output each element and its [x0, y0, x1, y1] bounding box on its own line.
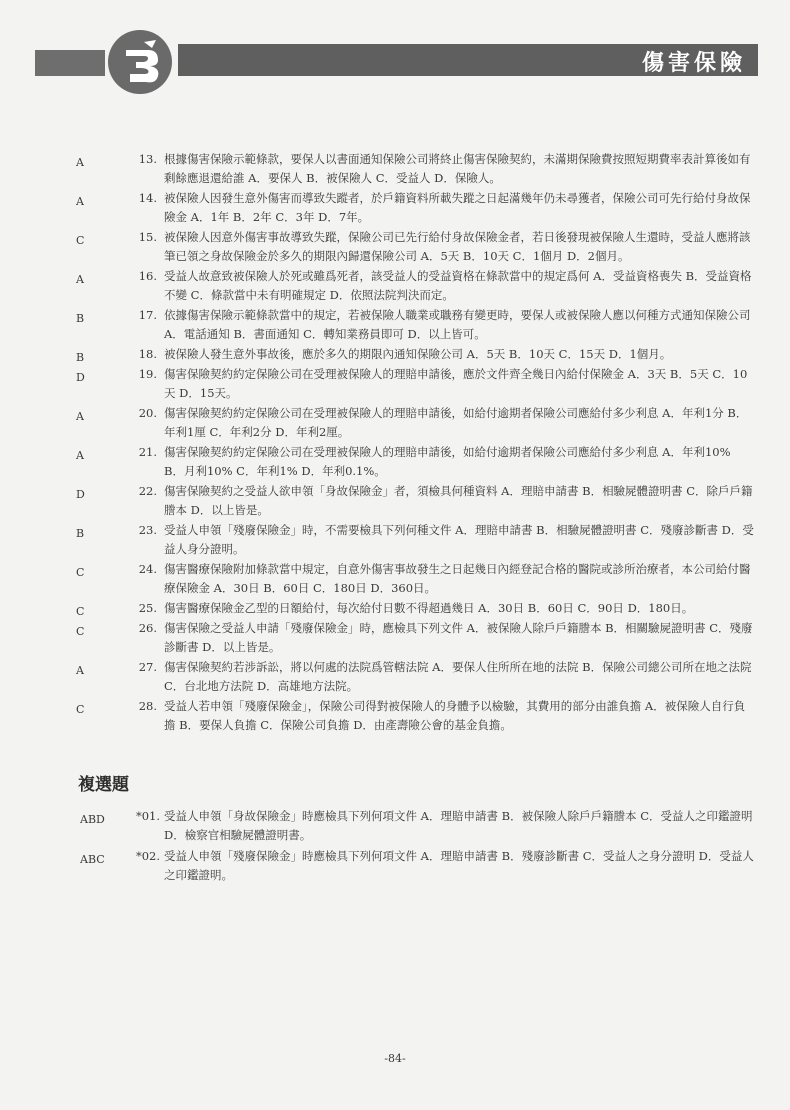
question-item: [0, 443, 790, 481]
answer-key: A: [76, 195, 84, 208]
answer-key: B: [76, 527, 85, 540]
question-number: 14.: [138, 191, 157, 205]
question-number: 20.: [138, 406, 157, 420]
question-number: 23.: [138, 523, 157, 537]
question-number: 24.: [138, 562, 157, 576]
question-list: [0, 150, 790, 736]
logo-icon: [108, 30, 172, 94]
answer-key: A: [76, 273, 84, 286]
answer-key: B: [76, 312, 85, 325]
question-item: [0, 521, 790, 559]
question-number: *01.: [135, 809, 160, 823]
question-text: 依據傷害保險示範條款當中的規定，若被保險人職業或職務有變更時，要保人或被保險人應以何種方式通知保險公司 A．電話通知 B．書面通知 C．轉知業務員即可 D．以上皆可。: [164, 308, 751, 341]
page-header: [0, 0, 790, 110]
question-item: [0, 365, 790, 403]
answer-key: C: [76, 605, 85, 618]
question-text: 傷害保險契約約定保險公司在受理被保險人的理賠申請後，應於文件齊全幾日內給付保險金 A．3天 B．5天 C．10天 D．15天。: [164, 367, 748, 400]
question-item: [0, 267, 790, 305]
answer-key: B: [76, 351, 85, 364]
question-number: 21.: [138, 445, 157, 459]
question-number: 13.: [138, 152, 157, 166]
question-text: 被保險人因發生意外傷害而導致失蹤者，於戶籍資料所載失蹤之日起滿幾年仍未尋獲者，保險公司可先行給付身故保險金 A．1年 B．2年 C．3年 D．7年。: [164, 191, 751, 224]
question-text: 傷害醫療保險金乙型的日額給付，每次給付日數不得超過幾日 A．30日 B．60日 C．90日 D．180日。: [164, 601, 694, 615]
question-text: 傷害保險之受益人申請「殘廢保險金」時，應檢具下列文件 A．被保險人除戶戶籍謄本 B．相關驗屍證明書 C．殘廢診斷書 D．以上皆是。: [164, 621, 753, 654]
question-number: 15.: [138, 230, 157, 244]
question-number: 19.: [138, 367, 157, 381]
question-number: 17.: [138, 308, 157, 322]
question-number: 28.: [138, 699, 157, 713]
question-text: 被保險人因意外傷害事故導致失蹤，保險公司已先行給付身故保險金者，若日後發現被保險人生還時，受益人應將該筆已領之身故保險金於多久的期限內歸還保險公司 A．5天 B．10天 C．1個月 D．2個月。: [164, 230, 751, 263]
question-item: [0, 228, 790, 266]
question-item: [0, 658, 790, 696]
question-number: 22.: [138, 484, 157, 498]
question-text: 受益人申領「殘廢保險金」時應檢具下列何項文件 A．理賠申請書 B．殘廢診斷書 C．受益人之身分證明 D．受益人之印鑑證明。: [164, 849, 754, 882]
question-item: [0, 306, 790, 344]
question-item: [0, 619, 790, 657]
question-text: 被保險人發生意外事故後，應於多久的期限內通知保險公司 A．5天 B．10天 C．15天 D．1個月。: [164, 347, 672, 361]
answer-key: C: [76, 234, 85, 247]
question-text: 受益人申領「殘廢保險金」時，不需要檢具下列何種文件 A．理賠申請書 B．相驗屍體證明書 C．殘廢診斷書 D．受益人身分證明。: [164, 523, 754, 556]
question-item: [0, 599, 790, 618]
question-text: 傷害醫療保險附加條款當中規定，自意外傷害事故發生之日起幾日內經登記合格的醫院或診所治療者，本公司給付醫療保險金 A．30日 B．60日 C．180日 D．360日。: [164, 562, 751, 595]
answer-key: ABC: [80, 853, 105, 866]
question-item: [0, 150, 790, 188]
header-bar-left: [35, 50, 105, 76]
question-number: 18.: [138, 347, 157, 361]
question-text: 傷害保險契約若涉訴訟，將以何處的法院爲管轄法院 A．要保人住所所在地的法院 B．保險公司總公司所在地之法院 C．台北地方法院 D．高雄地方法院。: [164, 660, 752, 693]
page-number: -84-: [384, 1052, 406, 1065]
answer-key: A: [76, 410, 84, 423]
question-text: 傷害保險契約之受益人欲申領「身故保險金」者，須檢具何種資料 A．理賠申請書 B．相驗屍體證明書 C．除戶戶籍謄本 D．以上皆是。: [164, 484, 753, 517]
question-item: [0, 560, 790, 598]
multiple-choice-list: [0, 807, 790, 887]
question-text: 傷害保險契約約定保險公司在受理被保險人的理賠申請後，如給付逾期者保險公司應給付多少利息 A．年利10% B．月利10% C．年利1% D．年利0.1%。: [164, 445, 731, 478]
question-item: [0, 847, 790, 885]
answer-key: ABD: [80, 813, 105, 826]
question-text: 受益人故意致被保險人於死或雖爲死者，該受益人的受益資格在條款當中的規定爲何 A．受益資格喪失 B．受益資格不變 C．條款當中未有明確規定 D．依照法院判決而定。: [164, 269, 752, 302]
section-title: 複選題: [78, 775, 129, 795]
question-number: 26.: [138, 621, 157, 635]
question-text: 受益人若申領「殘廢保險金」，保險公司得對被保險人的身體予以檢驗，其費用的部分由誰負擔 A．被保險人自行負擔 B．要保人負擔 C．保險公司負擔 D．由產壽險公會的基金負擔。: [164, 699, 746, 732]
question-number: 16.: [138, 269, 157, 283]
question-item: [0, 697, 790, 735]
question-text: 根據傷害保險示範條款，要保人以書面通知保險公司將終止傷害保險契約，未滿期保險費按照短期費率表計算後如有剩餘應退還給誰 A．要保人 B．被保險人 C．受益人 D．保險人。: [164, 152, 751, 185]
answer-key: A: [76, 156, 84, 169]
answer-key: C: [76, 566, 85, 579]
question-number: *02.: [135, 849, 160, 863]
question-item: [0, 807, 790, 845]
answer-key: D: [76, 371, 85, 384]
header-title: 傷害保險: [641, 51, 746, 76]
question-item: [0, 404, 790, 442]
answer-key: C: [76, 625, 85, 638]
answer-key: C: [76, 703, 85, 716]
question-item: [0, 345, 790, 364]
question-item: [0, 189, 790, 227]
answer-key: A: [76, 664, 84, 677]
answer-key: A: [76, 449, 84, 462]
question-text: 傷害保險契約約定保險公司在受理被保險人的理賠申請後，如給付逾期者保險公司應給付多少利息 A．年利1分 B．年利1厘 C．年利2分 D．年利2厘。: [164, 406, 748, 439]
question-number: 27.: [138, 660, 157, 674]
question-text: 受益人申領「身故保險金」時應檢具下列何項文件 A．理賠申請書 B．被保險人除戶戶籍謄本 C．受益人之印鑑證明 D．檢察官相驗屍體證明書。: [164, 809, 753, 842]
question-number: 25.: [138, 601, 157, 615]
answer-key: D: [76, 488, 85, 501]
question-item: [0, 482, 790, 520]
